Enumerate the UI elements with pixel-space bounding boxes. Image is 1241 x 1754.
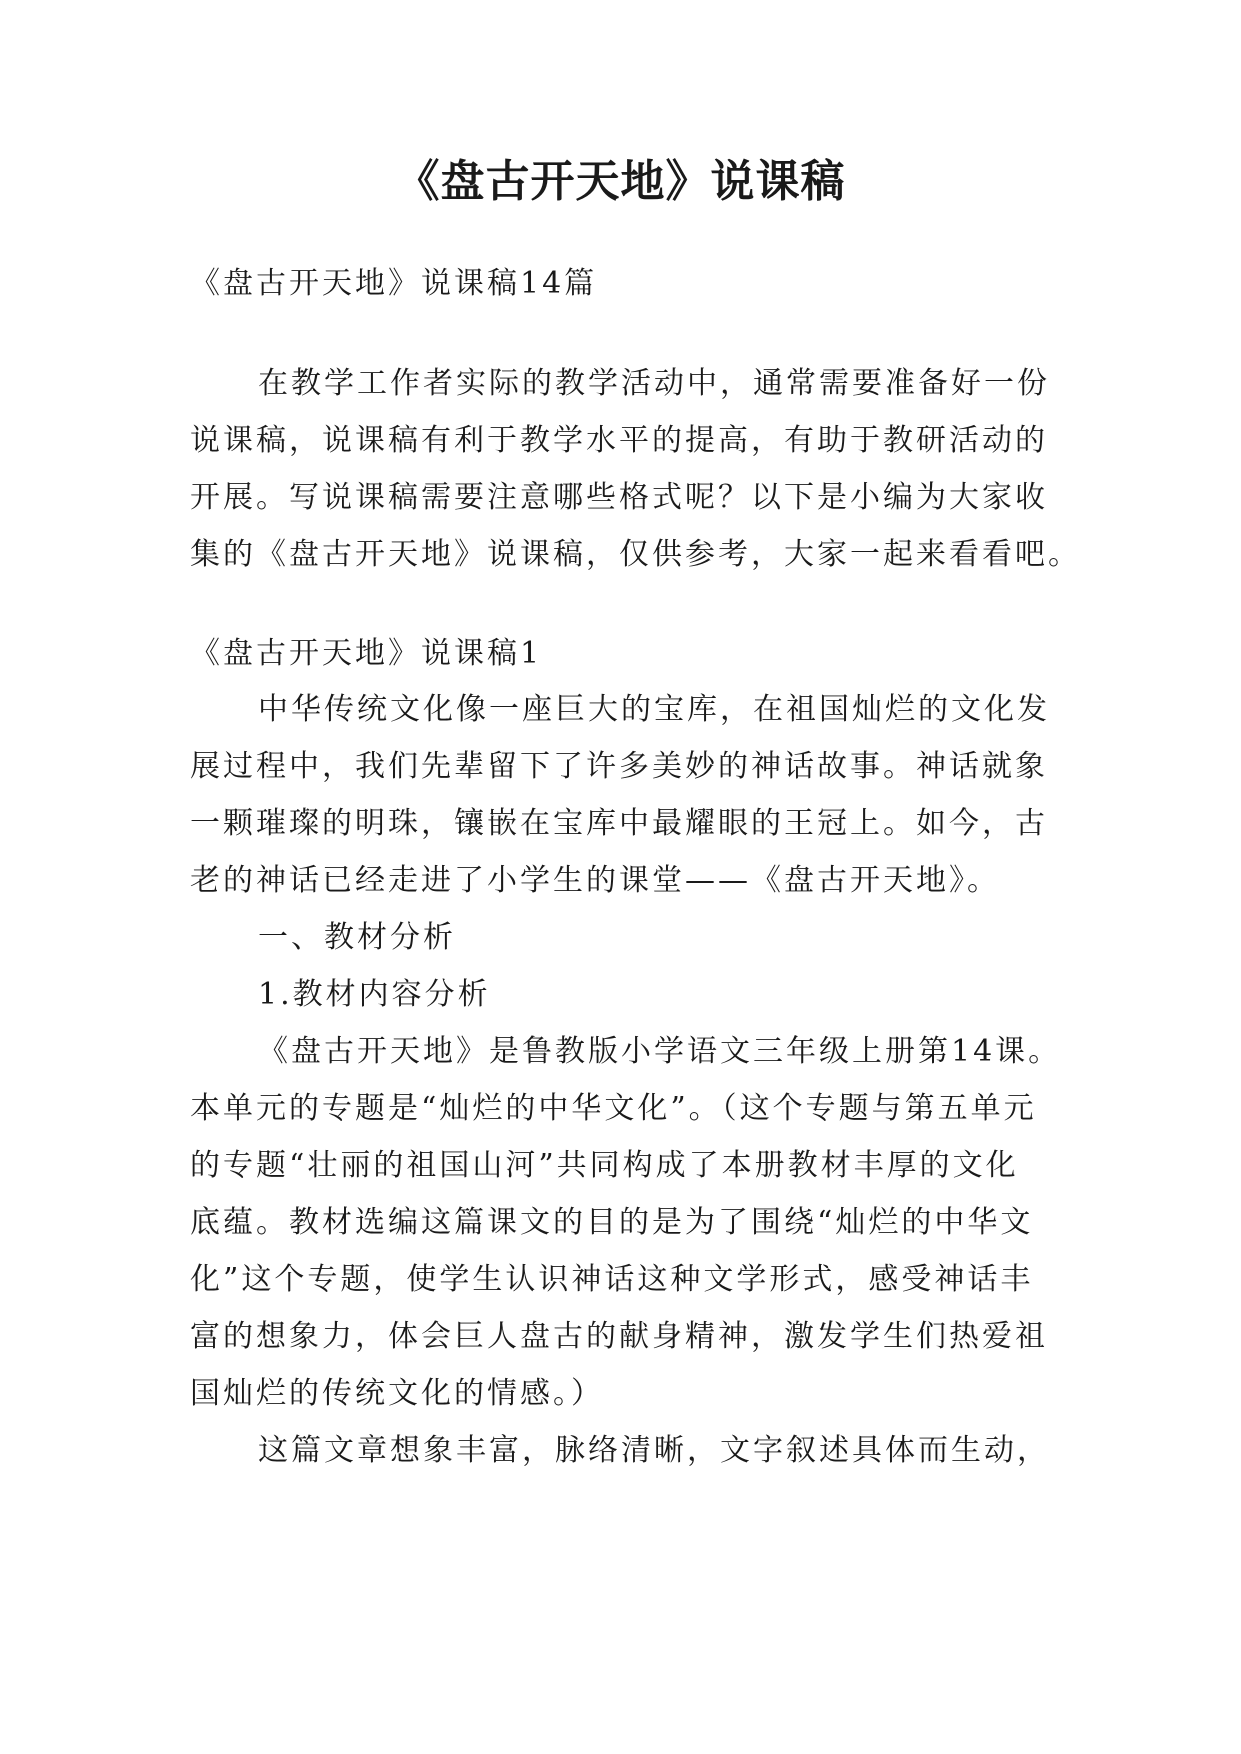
para2-line-7: 国灿烂的传统文化的情感。） [190,1376,604,1411]
intro-line-4: 集的《盘古开天地》说课稿，仅供参考，大家一起来看看吧。 [190,537,1081,572]
para1-line-2: 展过程中，我们先辈留下了许多美妙的神话故事。神话就象 [190,749,1048,784]
intro-line-1: 在教学工作者实际的教学活动中，通常需要准备好一份 [258,366,1050,401]
document-title: 《盘古开天地》说课稿 [395,156,846,207]
para2-line-1: 《盘古开天地》是鲁教版小学语文三年级上册第14课。 [258,1034,1062,1069]
para2-line-6: 富的想象力，体会巨人盘古的献身精神，激发学生们热爱祖 [190,1319,1048,1354]
para1-line-3: 一颗璀璨的明珠，镶嵌在宝库中最耀眼的王冠上。如今，古 [190,806,1048,841]
section-heading: 《盘古开天地》说课稿1 [190,636,543,671]
heading-1-1: 1.教材内容分析 [258,977,491,1012]
para2-line-3: 的专题“壮丽的祖国山河”共同构成了本册教材丰厚的文化 [190,1148,1019,1183]
para2-line-2: 本单元的专题是“灿烂的中华文化”。（这个专题与第五单元 [190,1091,1037,1126]
para1-line-4: 老的神话已经走进了小学生的课堂——《盘古开天地》。 [190,863,1000,898]
document-subtitle: 《盘古开天地》说课稿14篇 [190,266,598,301]
para2-line-5: 化”这个专题，使学生认识神话这种文学形式，感受神话丰 [190,1262,1034,1297]
intro-line-3: 开展。写说课稿需要注意哪些格式呢？以下是小编为大家收 [190,480,1048,515]
para2-line-4: 底蕴。教材选编这篇课文的目的是为了围绕“灿烂的中华文 [190,1205,1034,1240]
heading-1: 一、教材分析 [258,920,456,955]
para3-line-1: 这篇文章想象丰富，脉络清晰，文字叙述具体而生动， [258,1433,1050,1468]
para1-line-1: 中华传统文化像一座巨大的宝库，在祖国灿烂的文化发 [258,692,1050,727]
intro-line-2: 说课稿，说课稿有利于教学水平的提高，有助于教研活动的 [190,423,1048,458]
